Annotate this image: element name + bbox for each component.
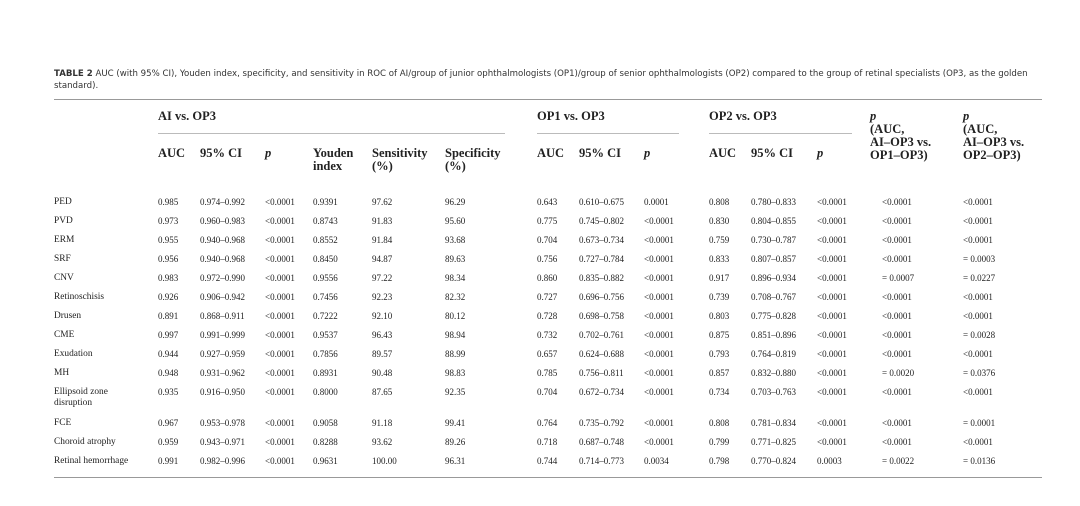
table-caption-label: TABLE 2 — [54, 69, 93, 79]
cell-op2-p: <0.0001 — [817, 330, 847, 340]
cell-sens: 92.23 — [372, 292, 393, 302]
group-underline-op2 — [709, 133, 852, 134]
cell-op1-auc: 0.785 — [537, 368, 558, 378]
col-header-cmp2: p (AUC, AI–OP3 vs. OP2–OP3) — [963, 109, 1025, 162]
cell-op1-p: <0.0001 — [644, 387, 674, 397]
cell-cmp2: <0.0001 — [963, 349, 993, 359]
cell-ai-ci: 0.960–0.983 — [200, 216, 245, 226]
cell-spec: 96.29 — [445, 197, 466, 207]
col-header-youden: Youden index — [313, 146, 354, 173]
cell-ai-p: <0.0001 — [265, 418, 295, 428]
cell-youden: 0.8000 — [313, 387, 338, 397]
row-label: MH — [54, 368, 70, 378]
cell-spec: 98.83 — [445, 368, 466, 378]
cell-op2-auc: 0.799 — [709, 437, 730, 447]
cell-op2-ci: 0.832–0.880 — [751, 368, 796, 378]
cell-spec: 95.60 — [445, 216, 466, 226]
cell-cmp1: = 0.0020 — [882, 368, 915, 378]
row-label: PVD — [54, 216, 73, 226]
cell-cmp1: = 0.0022 — [882, 456, 915, 466]
cell-ai-ci: 0.943–0.971 — [200, 437, 245, 447]
cell-ai-auc: 0.891 — [158, 311, 179, 321]
cell-ai-ci: 0.927–0.959 — [200, 349, 245, 359]
cell-ai-p: <0.0001 — [265, 330, 295, 340]
cell-op1-auc: 0.728 — [537, 311, 558, 321]
cell-op2-auc: 0.759 — [709, 235, 730, 245]
cell-cmp2: = 0.0003 — [963, 254, 996, 264]
cell-op1-p: <0.0001 — [644, 235, 674, 245]
cell-youden: 0.7856 — [313, 349, 338, 359]
cell-spec: 88.99 — [445, 349, 466, 359]
cell-youden: 0.8288 — [313, 437, 338, 447]
cell-ai-auc: 0.973 — [158, 216, 179, 226]
col-header-ai-auc: AUC — [158, 146, 186, 160]
cell-ai-p: <0.0001 — [265, 387, 295, 397]
col-header-op2-p: p — [817, 146, 824, 160]
row-label: SRF — [54, 254, 71, 264]
cell-op1-ci: 0.672–0.734 — [579, 387, 624, 397]
cell-ai-auc: 0.959 — [158, 437, 179, 447]
cell-op1-p: <0.0001 — [644, 273, 674, 283]
cell-youden: 0.8743 — [313, 216, 338, 226]
cell-op2-auc: 0.875 — [709, 330, 730, 340]
cell-youden: 0.9631 — [313, 456, 338, 466]
cell-ai-p: <0.0001 — [265, 437, 295, 447]
cell-op1-auc: 0.718 — [537, 437, 558, 447]
cell-spec: 89.63 — [445, 254, 466, 264]
cell-op2-p: <0.0001 — [817, 311, 847, 321]
cell-spec: 89.26 — [445, 437, 466, 447]
row-label: Exudation — [54, 349, 93, 359]
cell-op1-auc: 0.704 — [537, 387, 558, 397]
cell-spec: 92.35 — [445, 387, 466, 397]
col-header-op1-p: p — [644, 146, 651, 160]
cell-op1-ci: 0.756–0.811 — [579, 368, 624, 378]
cell-ai-p: <0.0001 — [265, 292, 295, 302]
cell-ai-ci: 0.940–0.968 — [200, 254, 245, 264]
table-caption-text: AUC (with 95% CI), Youden index, specificity, and sensitivity in ROC of AI/group of junior ophthalmologists (OP1)/group of senior ophthalmologists (OP2) compared to the group of retinal specialists (OP3, as the golden standard). — [54, 69, 1028, 91]
cell-ai-auc: 0.948 — [158, 368, 179, 378]
cell-sens: 91.84 — [372, 235, 393, 245]
cell-op1-p: <0.0001 — [644, 418, 674, 428]
cell-op1-p: 0.0001 — [644, 197, 669, 207]
cell-ai-ci: 0.931–0.962 — [200, 368, 245, 378]
cell-cmp2: = 0.0227 — [963, 273, 996, 283]
cell-cmp1: <0.0001 — [882, 235, 912, 245]
cell-op1-ci: 0.698–0.758 — [579, 311, 624, 321]
cell-ai-auc: 0.955 — [158, 235, 179, 245]
cell-sens: 91.83 — [372, 216, 393, 226]
cell-op2-p: <0.0001 — [817, 254, 847, 264]
cell-sens: 93.62 — [372, 437, 393, 447]
cell-youden: 0.9556 — [313, 273, 338, 283]
cell-cmp2: = 0.0136 — [963, 456, 996, 466]
cell-op1-ci: 0.673–0.734 — [579, 235, 624, 245]
col-header-op1-ci: 95% CI — [579, 146, 622, 160]
cell-spec: 93.68 — [445, 235, 466, 245]
cell-op2-ci: 0.708–0.767 — [751, 292, 796, 302]
cell-cmp1: <0.0001 — [882, 437, 912, 447]
cell-youden: 0.7456 — [313, 292, 338, 302]
cell-cmp2: = 0.0001 — [963, 418, 996, 428]
cell-youden: 0.9391 — [313, 197, 338, 207]
col-header-sensitivity: Sensitivity (%) — [372, 146, 428, 173]
cell-cmp1: <0.0001 — [882, 418, 912, 428]
cell-op2-ci: 0.807–0.857 — [751, 254, 796, 264]
row-label: Retinoschisis — [54, 292, 105, 302]
cell-ai-p: <0.0001 — [265, 456, 295, 466]
cell-op2-p: <0.0001 — [817, 387, 847, 397]
cell-op1-ci: 0.835–0.882 — [579, 273, 624, 283]
cell-op2-p: <0.0001 — [817, 273, 847, 283]
col-header-ai-ci: 95% CI — [200, 146, 243, 160]
row-label: Retinal hemorrhage — [54, 456, 129, 466]
cell-ai-p: <0.0001 — [265, 254, 295, 264]
cell-ai-ci: 0.972–0.990 — [200, 273, 245, 283]
row-label: FCE — [54, 418, 72, 428]
cell-op2-p: <0.0001 — [817, 292, 847, 302]
cell-ai-ci: 0.991–0.999 — [200, 330, 245, 340]
cell-cmp2: <0.0001 — [963, 197, 993, 207]
cell-op2-p: <0.0001 — [817, 216, 847, 226]
cell-ai-ci: 0.940–0.968 — [200, 235, 245, 245]
cell-op1-p: 0.0034 — [644, 456, 669, 466]
cell-op2-auc: 0.739 — [709, 292, 730, 302]
cell-cmp2: = 0.0376 — [963, 368, 996, 378]
cell-cmp2: <0.0001 — [963, 235, 993, 245]
cell-cmp2: <0.0001 — [963, 311, 993, 321]
cell-op2-p: <0.0001 — [817, 437, 847, 447]
cell-op1-auc: 0.727 — [537, 292, 558, 302]
group-underline-op1 — [537, 133, 679, 134]
col-header-specificity: Specificity (%) — [445, 146, 501, 173]
cell-cmp1: = 0.0007 — [882, 273, 915, 283]
row-label: CNV — [54, 273, 74, 283]
cell-youden: 0.9058 — [313, 418, 338, 428]
cell-cmp1: <0.0001 — [882, 292, 912, 302]
cell-op1-auc: 0.756 — [537, 254, 558, 264]
cell-op1-ci: 0.745–0.802 — [579, 216, 624, 226]
cell-ai-auc: 0.983 — [158, 273, 179, 283]
cell-op2-auc: 0.808 — [709, 418, 730, 428]
cell-ai-ci: 0.953–0.978 — [200, 418, 245, 428]
cell-spec: 80.12 — [445, 311, 466, 321]
cell-ai-p: <0.0001 — [265, 273, 295, 283]
group-header-op2: OP2 vs. OP3 — [709, 109, 777, 123]
row-label: Ellipsoid zone disruption — [54, 387, 108, 408]
cell-op1-auc: 0.657 — [537, 349, 558, 359]
cell-op2-ci: 0.781–0.834 — [751, 418, 796, 428]
cell-op2-p: <0.0001 — [817, 349, 847, 359]
cell-ai-auc: 0.944 — [158, 349, 179, 359]
group-header-ai: AI vs. OP3 — [158, 109, 216, 123]
cell-op1-p: <0.0001 — [644, 437, 674, 447]
cell-youden: 0.8552 — [313, 235, 338, 245]
cell-youden: 0.8450 — [313, 254, 338, 264]
cell-cmp1: <0.0001 — [882, 216, 912, 226]
cell-op1-auc: 0.744 — [537, 456, 558, 466]
cell-op2-ci: 0.770–0.824 — [751, 456, 796, 466]
cell-cmp1: <0.0001 — [882, 330, 912, 340]
cell-spec: 99.41 — [445, 418, 466, 428]
cell-op2-auc: 0.917 — [709, 273, 730, 283]
cell-op1-ci: 0.727–0.784 — [579, 254, 624, 264]
cell-ai-ci: 0.982–0.996 — [200, 456, 245, 466]
cell-op1-ci: 0.687–0.748 — [579, 437, 624, 447]
cell-op1-auc: 0.643 — [537, 197, 558, 207]
cell-op1-ci: 0.610–0.675 — [579, 197, 624, 207]
cell-youden: 0.8931 — [313, 368, 338, 378]
cell-op1-auc: 0.860 — [537, 273, 558, 283]
cell-op2-p: <0.0001 — [817, 197, 847, 207]
cell-sens: 90.48 — [372, 368, 393, 378]
cell-ai-ci: 0.906–0.942 — [200, 292, 245, 302]
cell-ai-p: <0.0001 — [265, 235, 295, 245]
group-header-op1: OP1 vs. OP3 — [537, 109, 605, 123]
col-header-op2-ci: 95% CI — [751, 146, 794, 160]
cell-ai-ci: 0.916–0.950 — [200, 387, 245, 397]
cell-sens: 89.57 — [372, 349, 393, 359]
cell-spec: 82.32 — [445, 292, 466, 302]
cell-ai-p: <0.0001 — [265, 368, 295, 378]
cell-op1-p: <0.0001 — [644, 216, 674, 226]
cell-spec: 98.94 — [445, 330, 466, 340]
cell-cmp1: <0.0001 — [882, 387, 912, 397]
cell-sens: 94.87 — [372, 254, 393, 264]
cell-ai-p: <0.0001 — [265, 311, 295, 321]
cell-op2-p: <0.0001 — [817, 235, 847, 245]
cell-op1-auc: 0.764 — [537, 418, 558, 428]
cell-op1-ci: 0.735–0.792 — [579, 418, 624, 428]
col-header-cmp1: p (AUC, AI–OP3 vs. OP1–OP3) — [870, 109, 932, 162]
cell-op1-p: <0.0001 — [644, 368, 674, 378]
cell-cmp1: <0.0001 — [882, 349, 912, 359]
cell-op2-auc: 0.808 — [709, 197, 730, 207]
row-label: PED — [54, 197, 72, 207]
cell-op2-auc: 0.798 — [709, 456, 730, 466]
cell-op2-p: <0.0001 — [817, 368, 847, 378]
cell-sens: 91.18 — [372, 418, 393, 428]
col-header-op2-auc: AUC — [709, 146, 737, 160]
cell-op2-ci: 0.771–0.825 — [751, 437, 796, 447]
cell-sens: 100.00 — [372, 456, 397, 466]
cell-sens: 96.43 — [372, 330, 393, 340]
col-header-op1-auc: AUC — [537, 146, 565, 160]
cell-op1-auc: 0.775 — [537, 216, 558, 226]
cell-op1-ci: 0.696–0.756 — [579, 292, 624, 302]
group-underline-ai — [158, 133, 505, 134]
cell-ai-auc: 0.985 — [158, 197, 179, 207]
cell-op2-auc: 0.793 — [709, 349, 730, 359]
cell-op1-auc: 0.704 — [537, 235, 558, 245]
cell-op2-ci: 0.764–0.819 — [751, 349, 796, 359]
cell-op2-ci: 0.775–0.828 — [751, 311, 796, 321]
cell-op1-p: <0.0001 — [644, 349, 674, 359]
cell-ai-p: <0.0001 — [265, 216, 295, 226]
cell-op1-p: <0.0001 — [644, 254, 674, 264]
cell-cmp2: <0.0001 — [963, 387, 993, 397]
cell-sens: 97.22 — [372, 273, 393, 283]
cell-youden: 0.9537 — [313, 330, 338, 340]
table-top-rule — [54, 99, 1042, 100]
cell-sens: 87.65 — [372, 387, 393, 397]
cell-op2-ci: 0.703–0.763 — [751, 387, 796, 397]
cell-op1-p: <0.0001 — [644, 311, 674, 321]
row-label: Choroid atrophy — [54, 437, 116, 447]
cell-cmp2: <0.0001 — [963, 292, 993, 302]
cell-ai-auc: 0.967 — [158, 418, 179, 428]
cell-op1-ci: 0.702–0.761 — [579, 330, 624, 340]
cell-op1-ci: 0.624–0.688 — [579, 349, 624, 359]
cell-op2-p: 0.0003 — [817, 456, 842, 466]
cell-ai-auc: 0.991 — [158, 456, 179, 466]
cell-op2-auc: 0.833 — [709, 254, 730, 264]
cell-ai-auc: 0.997 — [158, 330, 179, 340]
cell-ai-ci: 0.974–0.992 — [200, 197, 245, 207]
cell-op2-auc: 0.803 — [709, 311, 730, 321]
cell-op2-auc: 0.830 — [709, 216, 730, 226]
cell-cmp1: <0.0001 — [882, 197, 912, 207]
table-caption — [54, 68, 1039, 92]
cell-cmp2: <0.0001 — [963, 216, 993, 226]
cell-op2-auc: 0.857 — [709, 368, 730, 378]
cell-ai-p: <0.0001 — [265, 197, 295, 207]
row-label: ERM — [54, 235, 75, 245]
cell-op2-ci: 0.896–0.934 — [751, 273, 796, 283]
cell-spec: 96.31 — [445, 456, 466, 466]
cell-op2-ci: 0.851–0.896 — [751, 330, 796, 340]
cell-cmp2: <0.0001 — [963, 437, 993, 447]
cell-op1-p: <0.0001 — [644, 330, 674, 340]
cell-ai-auc: 0.956 — [158, 254, 179, 264]
cell-ai-p: <0.0001 — [265, 349, 295, 359]
cell-op2-p: <0.0001 — [817, 418, 847, 428]
cell-op1-auc: 0.732 — [537, 330, 558, 340]
cell-sens: 97.62 — [372, 197, 393, 207]
cell-cmp1: <0.0001 — [882, 254, 912, 264]
col-header-ai-p: p — [265, 146, 272, 160]
cell-op2-ci: 0.780–0.833 — [751, 197, 796, 207]
cell-spec: 98.34 — [445, 273, 466, 283]
cell-ai-ci: 0.868–0.911 — [200, 311, 245, 321]
cell-cmp2: = 0.0028 — [963, 330, 996, 340]
cell-op1-p: <0.0001 — [644, 292, 674, 302]
row-label: Drusen — [54, 311, 82, 321]
cell-cmp1: <0.0001 — [882, 311, 912, 321]
cell-op2-auc: 0.734 — [709, 387, 730, 397]
row-label: CME — [54, 330, 75, 340]
cell-sens: 92.10 — [372, 311, 393, 321]
cell-op2-ci: 0.730–0.787 — [751, 235, 796, 245]
cell-ai-auc: 0.935 — [158, 387, 179, 397]
cell-ai-auc: 0.926 — [158, 292, 179, 302]
cell-op1-ci: 0.714–0.773 — [579, 456, 624, 466]
cell-youden: 0.7222 — [313, 311, 338, 321]
table-bottom-rule — [54, 477, 1042, 478]
cell-op2-ci: 0.804–0.855 — [751, 216, 796, 226]
